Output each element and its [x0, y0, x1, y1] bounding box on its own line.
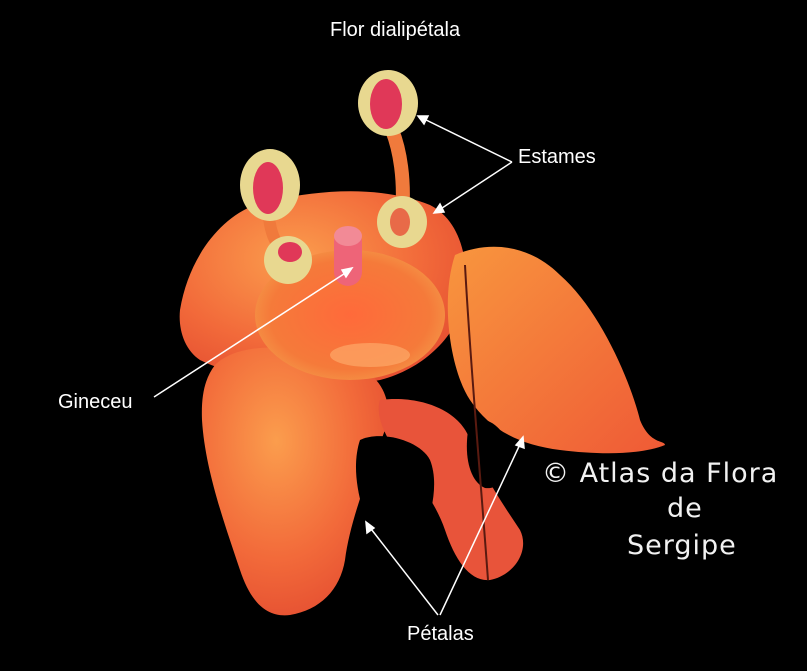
label-gynoecium: Gineceu: [58, 391, 133, 413]
anther-core: [370, 79, 402, 129]
watermark-line-1: © Atlas da Flora: [542, 458, 779, 489]
pointer-arrowhead: [418, 116, 428, 124]
anther-core: [390, 208, 410, 236]
center-highlight: [330, 343, 410, 367]
watermark-line-2: de: [667, 493, 703, 524]
pistil-tip: [334, 226, 362, 246]
label-stamens: Estames: [518, 146, 596, 168]
anther-core: [253, 162, 283, 214]
anther-core: [278, 242, 302, 262]
pointer-stamens-lower: [436, 162, 512, 212]
petal-gap: [356, 436, 434, 556]
pointer-stamens-upper: [420, 117, 512, 162]
watermark-line-3: Sergipe: [627, 530, 737, 561]
label-petals: Pétalas: [407, 623, 474, 645]
figure-title: Flor dialipétala: [330, 19, 461, 41]
